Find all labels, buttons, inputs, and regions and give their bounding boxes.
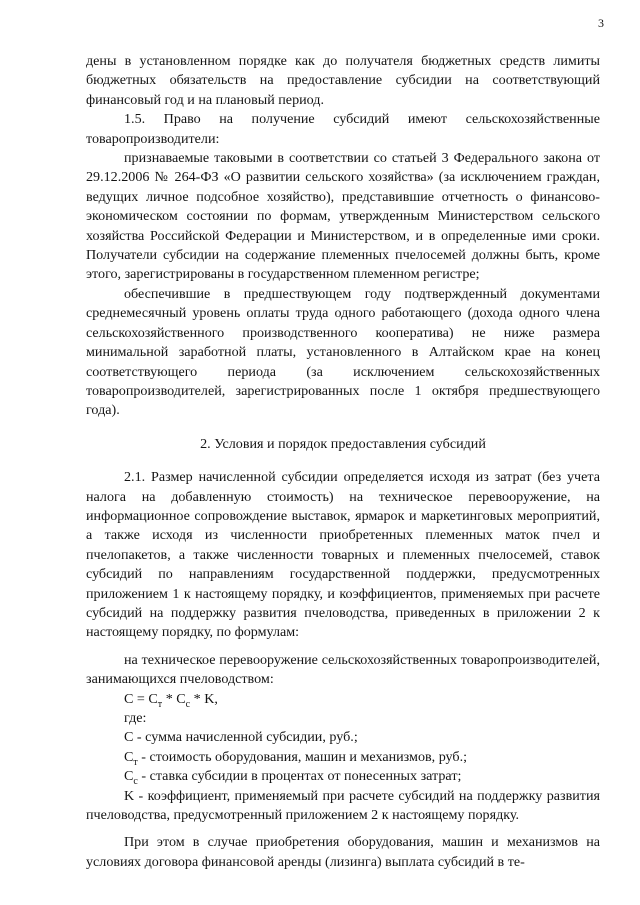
definition-c: C - сумма начисленной субсидии, руб.; [124,729,358,746]
definition-subscript: с [133,776,138,788]
paragraph-2-1: 2.1. Размер начисленной субсидии определяется исходя из затрат (без учета налога на добавленную стоимость) на техническое перевооружение, на информационное сопровождение выставок, ярмарок и маркетинговых мероприятий, а также исходя из численности приобретенных племенных маток пчел и пчелопакетов, а также численности товарных и племенных пчелосемей, ставок субсидий по направлениям государственной поддержки, предусмотренных приложением 1 к настоящему порядку, и коэффициентов, применяемых при расчете субсидий на поддержку развития пчеловодства, приведенных в приложении 2 к настоящему порядку, по формулам: [86,469,600,641]
formula-subscript: с [185,698,191,710]
paragraph-leasing: При этом в случае приобретения оборудования, машин и механизмов на условиях договора финансовой аренды (лизинга) выплата субсидий в те- [86,834,600,870]
formula-where: где: [124,710,147,726]
definition-symbol: C [124,768,134,785]
spacer [86,643,600,651]
formula-subscript: т [157,698,163,710]
definition-symbol: C [124,748,134,765]
paragraph-criteria-2: обеспечившие в предшествующем году подтвержденный документами среднемесячный уровень оплаты труда одного работающего (дохода одного члена сельскохозяйственного производственного кооператива) не ниже размера минимальной заработной платы, установленного в Алтайском крае на конец соответствующего периода (за исключением сельскохозяйственных товаропроизводителей, зарегистрированных после 1 октября предшествующего года). [86,285,600,419]
formula [86,690,600,709]
formula-part: * C [162,690,186,707]
definition-cs [86,767,600,786]
paragraph-continuation: дены в установленном порядке как до получателя бюджетных средств лимиты бюджетных обязательств на предоставление субсидии на соответствующий финансовый год и на плановый период. [86,53,600,108]
page-number: 3 [598,16,604,30]
definition-ct [86,748,600,767]
paragraph-1-5: 1.5. Право на получение субсидий имеют сельскохозяйственные товаропроизводители: [86,111,600,147]
formula-part: * K, [190,690,218,707]
paragraph-criteria-1: признаваемые таковыми в соответствии со статьей 3 Федерального закона от 29.12.2006 № 264-ФЗ «О развитии сельского хозяйства» (за исключением граждан, ведущих личное подсобное хозяйство), представившие отчетность о финансово-экономическом состоянии по формам, утвержденным Министерством сельского хозяйства Российской Федерации и Министерством, и в определенные ими сроки. Получатели субсидии на содержание племенных пчелосемей должны быть, кроме этого, зарегистрированы в государственном племенном регистре; [86,150,600,283]
paragraph-formula-intro: на техническое перевооружение сельскохозяйственных товаропроизводителей, занимающихся пчеловодством: [86,651,600,688]
spacer [86,825,600,833]
definition-text: - ставка субсидии в процентах от понесенных затрат; [137,768,462,785]
document-body [86,52,600,872]
section-heading: 2. Условия и порядок предоставления субсидий [200,435,486,452]
definition-text: - стоимость оборудования, машин и механизмов, руб.; [137,748,468,765]
definition-subscript: т [133,756,138,768]
formula-part: C = C [124,690,158,707]
definition-k: K - коэффициент, применяемый при расчете субсидий на поддержку развития пчеловодства, предусмотренный приложением 2 к настоящему порядку. [86,787,600,824]
